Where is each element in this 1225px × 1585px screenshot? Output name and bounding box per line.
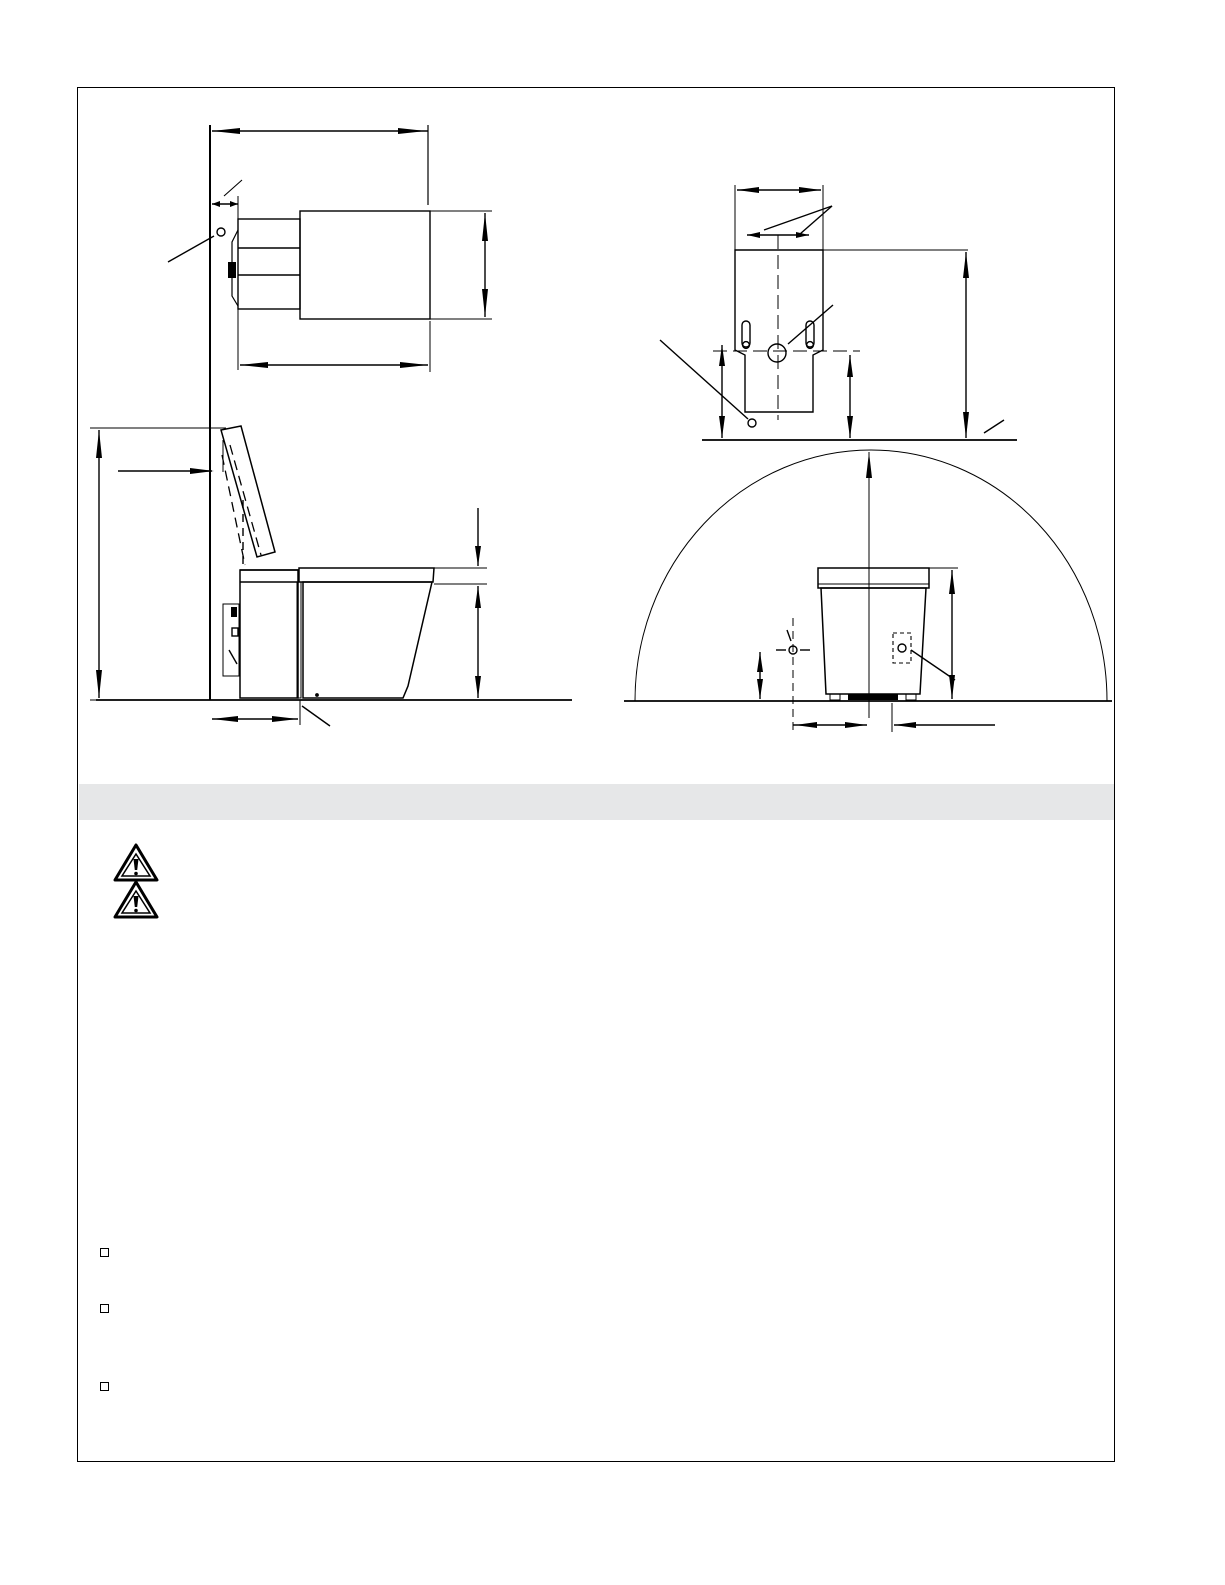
supply-circle-rear — [748, 419, 756, 427]
section-header-band — [79, 784, 1114, 820]
tank-side — [240, 570, 298, 698]
tank-outline — [238, 219, 300, 309]
checklist-checkbox-1[interactable] — [100, 1248, 109, 1257]
bowl-side — [303, 582, 432, 698]
clearance-arc — [635, 450, 1107, 701]
side-view — [90, 426, 572, 726]
bowl-front — [821, 588, 926, 694]
drain-pad — [848, 694, 898, 700]
warning-triangle-icon — [113, 843, 159, 883]
rear-view — [660, 185, 1017, 440]
seat-side — [299, 568, 434, 582]
checklist-checkbox-3[interactable] — [100, 1382, 109, 1391]
warning-triangle-icon — [113, 880, 159, 920]
mounting-bracket — [735, 250, 823, 412]
roughing-in-drawing — [0, 0, 1225, 780]
supply-location-circle — [217, 228, 225, 236]
top-view — [168, 125, 492, 700]
checklist-checkbox-2[interactable] — [100, 1304, 109, 1313]
seat-front — [818, 568, 929, 588]
front-view — [624, 450, 1112, 732]
drain-circle — [768, 344, 786, 362]
electrical-outlet — [893, 633, 911, 663]
bowl-outline-top — [300, 211, 430, 319]
